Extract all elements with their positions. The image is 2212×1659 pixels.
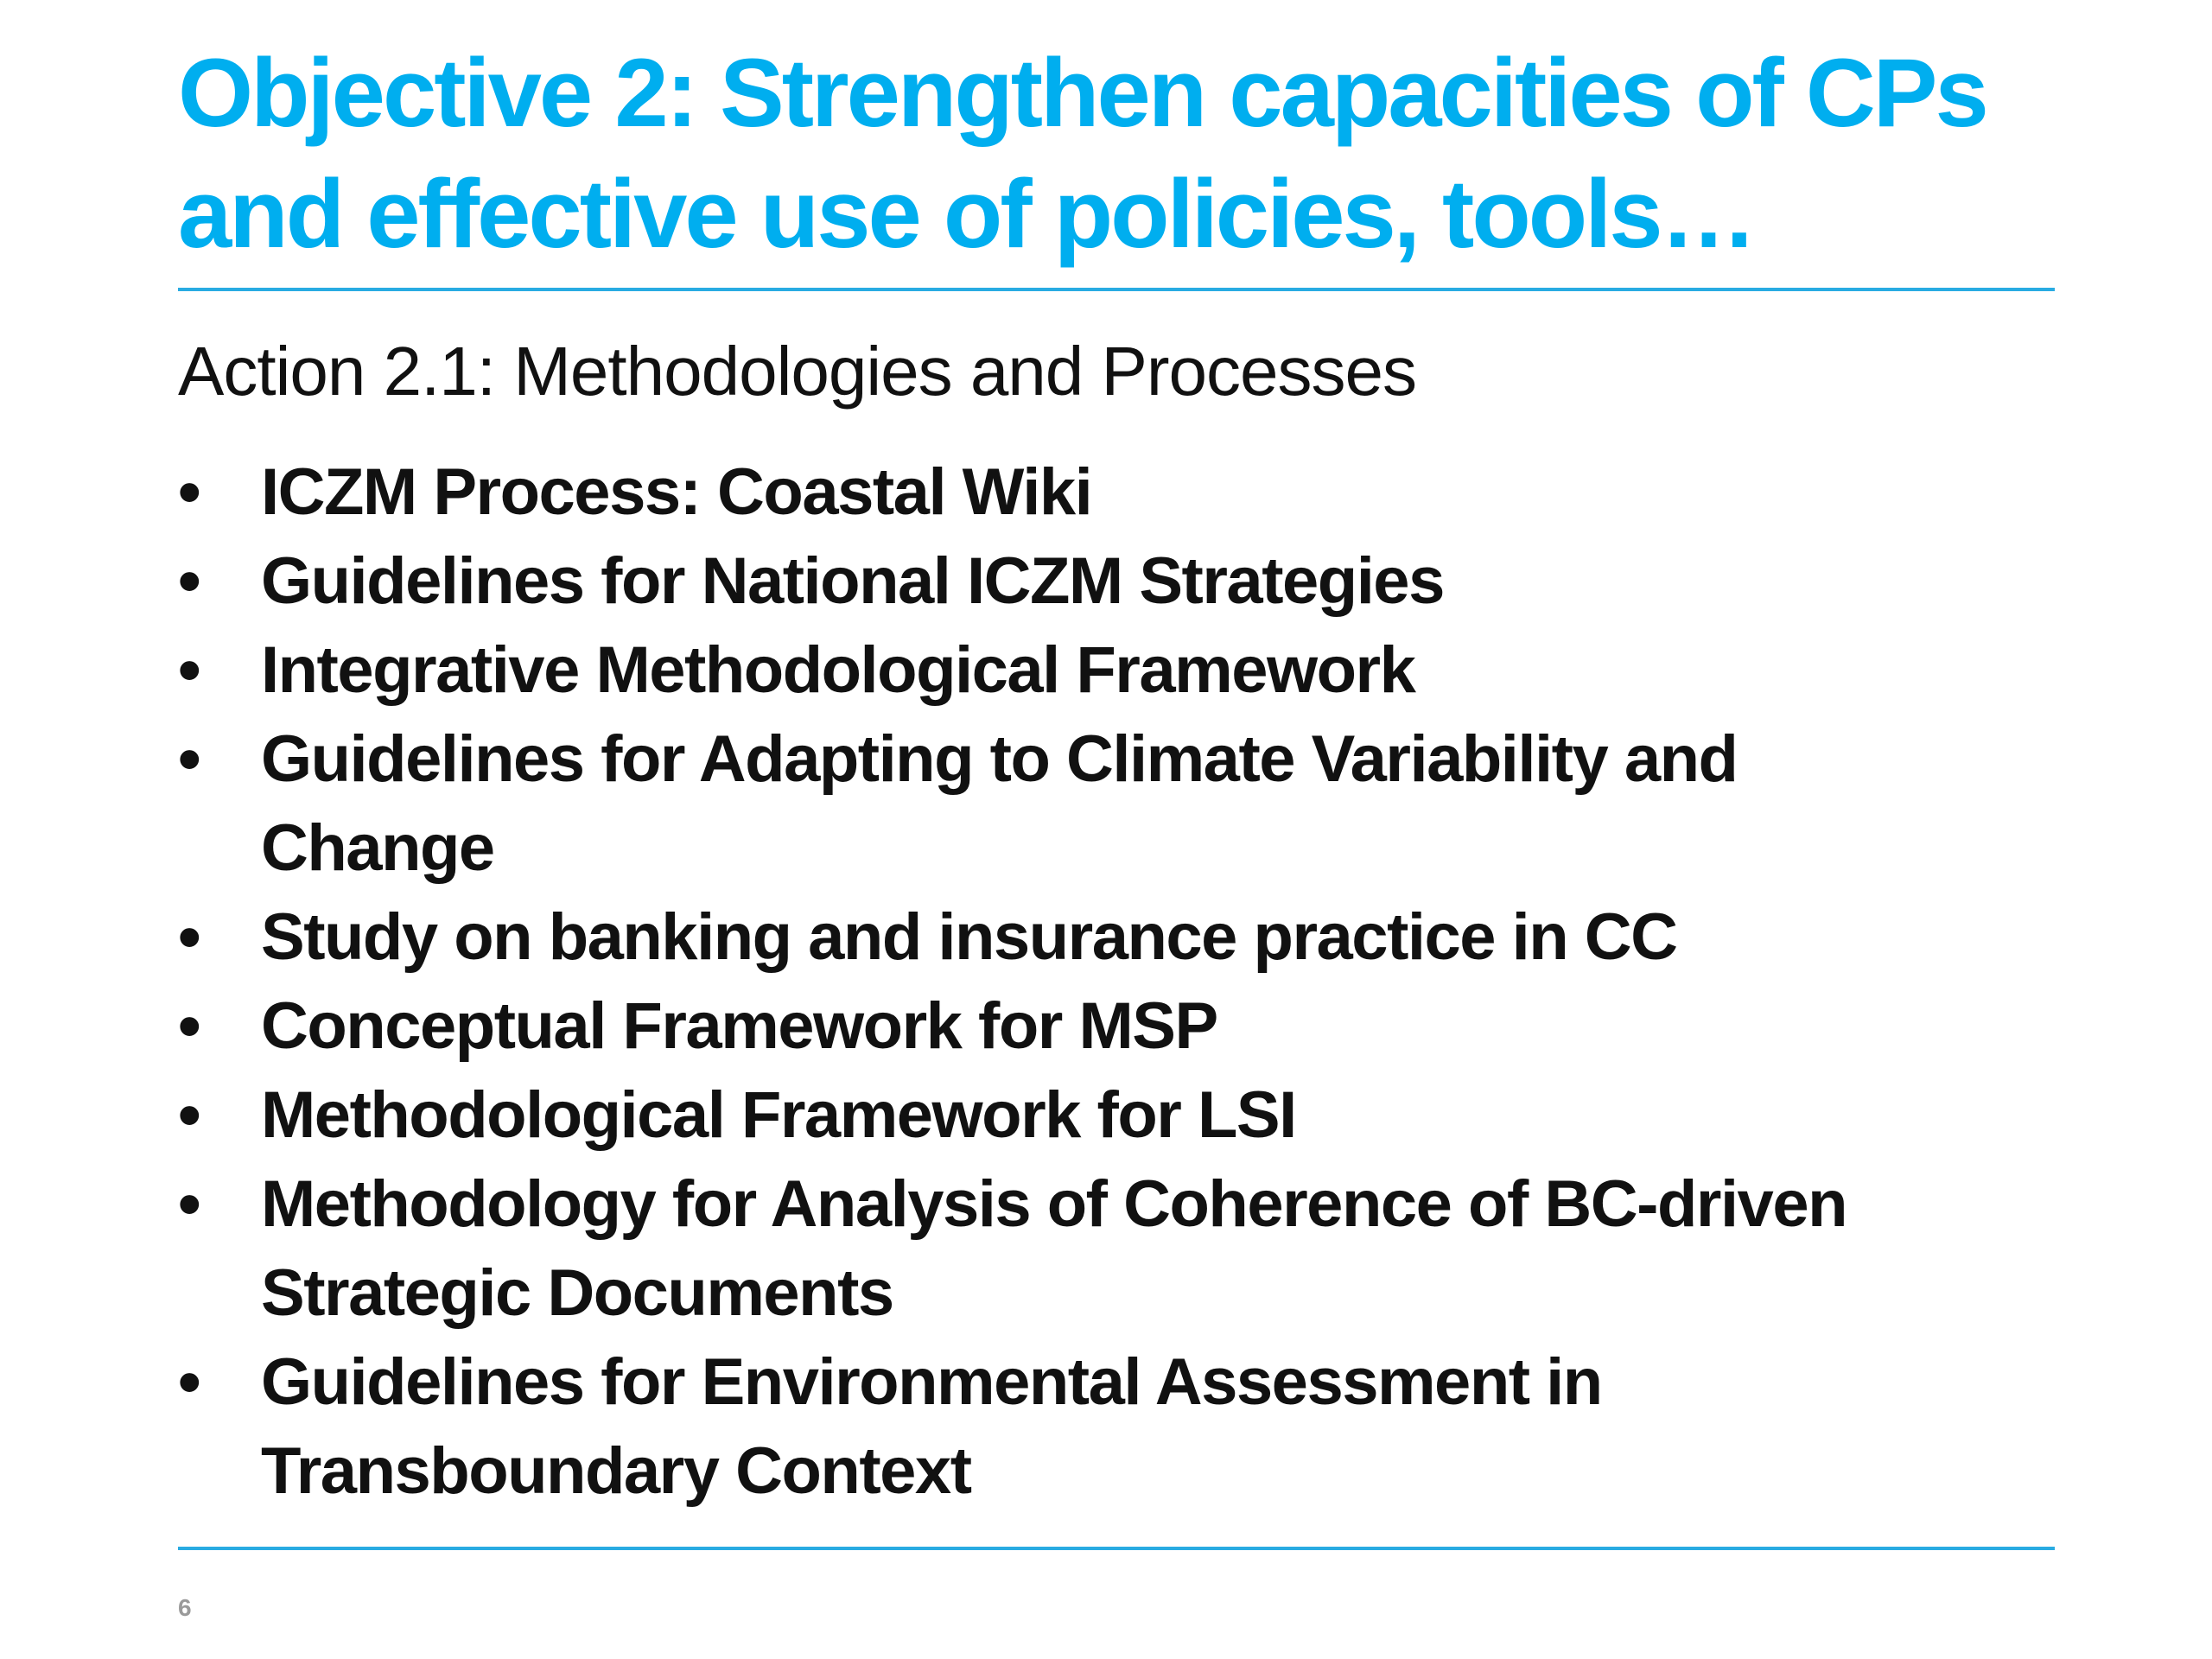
slide-subtitle: Action 2.1: Methodologies and Processes (178, 333, 1416, 410)
bullet-text (261, 893, 2079, 982)
bullet-text (261, 626, 2079, 715)
bullet-item (178, 982, 2079, 1071)
bullet-text-line: Change (261, 811, 494, 885)
bullet-text (261, 537, 2079, 626)
bullet-marker: • (178, 1078, 200, 1152)
title-divider (178, 288, 2055, 291)
slide-title-line-1: Objective 2: Strengthen capacities of CPs (178, 39, 1986, 147)
bullet-item (178, 1338, 2079, 1516)
bullet-marker: • (178, 633, 200, 707)
bullet-marker: • (178, 900, 200, 974)
bullet-marker: • (178, 1345, 200, 1419)
bullet-item (178, 626, 2079, 715)
bullet-item (178, 715, 2079, 893)
bullet-item (178, 893, 2079, 982)
bullet-list (178, 448, 2079, 1516)
bullet-item (178, 537, 2079, 626)
bullet-text (261, 1160, 2079, 1338)
bullet-marker: • (178, 989, 200, 1063)
bullet-text (261, 1071, 2079, 1160)
footer-divider (178, 1547, 2055, 1550)
slide-title (178, 33, 2079, 275)
bullet-text-line: Transboundary Context (261, 1434, 971, 1508)
bullet-text-line: Study on banking and insurance practice in CC (261, 900, 1677, 974)
bullet-marker: • (178, 455, 200, 529)
bullet-text-line: Guidelines for Environmental Assessment in (261, 1345, 1602, 1419)
bullet-text-line: Guidelines for Adapting to Climate Variability and (261, 722, 1738, 796)
bullet-text-line: Guidelines for National ICZM Strategies (261, 544, 1444, 618)
bullet-text (261, 1338, 2079, 1516)
page-number: 6 (178, 1594, 192, 1621)
bullet-text (261, 982, 2079, 1071)
bullet-text-line: Conceptual Framework for MSP (261, 989, 1217, 1063)
bullet-text-line: Integrative Methodological Framework (261, 633, 1415, 707)
bullet-text (261, 448, 2079, 537)
bullet-text (261, 715, 2079, 893)
bullet-marker: • (178, 544, 200, 618)
bullet-item (178, 1071, 2079, 1160)
bullet-text-line: ICZM Process: Coastal Wiki (261, 455, 1092, 529)
bullet-marker: • (178, 1167, 200, 1241)
bullet-marker: • (178, 722, 200, 796)
bullet-text-line: Methodology for Analysis of Coherence of BC-driven (261, 1167, 1847, 1241)
bullet-text-line: Methodological Framework for LSI (261, 1078, 1296, 1152)
bullet-text-line: Strategic Documents (261, 1256, 893, 1330)
bullet-item (178, 448, 2079, 537)
slide-title-line-2: and effective use of policies, tools… (178, 160, 1755, 268)
bullet-item (178, 1160, 2079, 1338)
